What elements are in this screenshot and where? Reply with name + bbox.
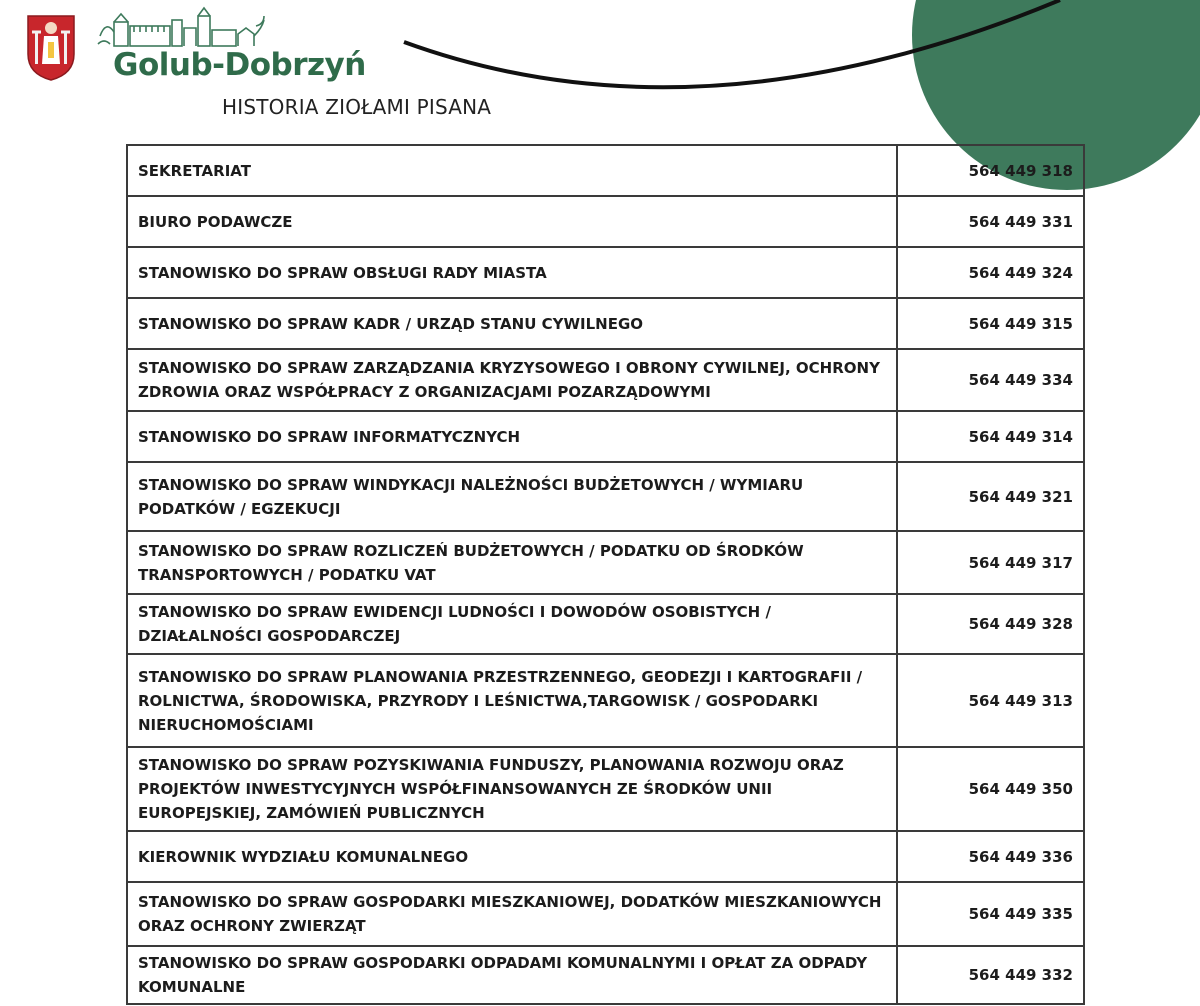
table-row (127, 594, 1084, 654)
department-cell: STANOWISKO DO SPRAW EWIDENCJI LUDNOŚCI I DOWODÓW OSOBISTYCH / DZIAŁALNOŚCI GOSPODARCZEJ (127, 594, 897, 654)
department-cell: STANOWISKO DO SPRAW PLANOWANIA PRZESTRZENNEGO, GEODEZJI I KARTOGRAFII / ROLNICTWA, ŚRODOWISKA, PRZYRODY I LEŚNICTWA,TARGOWISK / GOSPODARKI NIERUCHOMOŚCIAMI (127, 654, 897, 747)
department-cell: STANOWISKO DO SPRAW OBSŁUGI RADY MIASTA (127, 247, 897, 298)
phone-cell: 564 449 336 (897, 831, 1084, 882)
phone-cell: 564 449 331 (897, 196, 1084, 247)
phone-cell: 564 449 315 (897, 298, 1084, 349)
department-cell: STANOWISKO DO SPRAW INFORMATYCZNYCH (127, 411, 897, 462)
department-cell: SEKRETARIAT (127, 145, 897, 196)
phone-cell: 564 449 328 (897, 594, 1084, 654)
table-row (127, 831, 1084, 882)
table-row (127, 462, 1084, 531)
department-cell: STANOWISKO DO SPRAW GOSPODARKI ODPADAMI KOMUNALNYMI I OPŁAT ZA ODPADY KOMUNALNE (127, 946, 897, 1004)
brand-tagline: HISTORIA ZIOŁAMI PISANA (222, 95, 492, 119)
department-cell: STANOWISKO DO SPRAW KADR / URZĄD STANU CYWILNEGO (127, 298, 897, 349)
phone-cell: 564 449 317 (897, 531, 1084, 594)
table-row (127, 298, 1084, 349)
phone-cell: 564 449 335 (897, 882, 1084, 946)
department-cell: STANOWISKO DO SPRAW POZYSKIWANIA FUNDUSZY, PLANOWANIA ROZWOJU ORAZ PROJEKTÓW INWESTYCYJNYCH WSPÓŁFINANSOWANYCH ZE ŚRODKÓW UNII EUROPEJSKIEJ, ZAMÓWIEŃ PUBLICZNYCH (127, 747, 897, 831)
table-row (127, 196, 1084, 247)
table-row (127, 411, 1084, 462)
phone-cell: 564 449 332 (897, 946, 1084, 1004)
phone-cell: 564 449 350 (897, 747, 1084, 831)
phone-cell: 564 449 321 (897, 462, 1084, 531)
phone-cell: 564 449 313 (897, 654, 1084, 747)
table-row (127, 531, 1084, 594)
department-cell: STANOWISKO DO SPRAW ROZLICZEŃ BUDŻETOWYCH / PODATKU OD ŚRODKÓW TRANSPORTOWYCH / PODATKU VAT (127, 531, 897, 594)
table-row (127, 747, 1084, 831)
phone-cell: 564 449 318 (897, 145, 1084, 196)
table-row (127, 145, 1084, 196)
brand-name: Golub-Dobrzyń (113, 47, 366, 83)
table-row (127, 882, 1084, 946)
contact-table (126, 144, 1085, 1005)
table-row (127, 946, 1084, 1004)
department-cell: STANOWISKO DO SPRAW GOSPODARKI MIESZKANIOWEJ, DODATKÓW MIESZKANIOWYCH ORAZ OCHRONY ZWIERZĄT (127, 882, 897, 946)
table-row (127, 247, 1084, 298)
phone-cell: 564 449 334 (897, 349, 1084, 411)
phone-cell: 564 449 324 (897, 247, 1084, 298)
department-cell: KIEROWNIK WYDZIAŁU KOMUNALNEGO (127, 831, 897, 882)
phone-cell: 564 449 314 (897, 411, 1084, 462)
table-row (127, 654, 1084, 747)
department-cell: STANOWISKO DO SPRAW ZARZĄDZANIA KRYZYSOWEGO I OBRONY CYWILNEJ, OCHRONY ZDROWIA ORAZ WSPÓŁPRACY Z ORGANIZACJAMI POZARZĄDOWYMI (127, 349, 897, 411)
department-cell: STANOWISKO DO SPRAW WINDYKACJI NALEŻNOŚCI BUDŻETOWYCH / WYMIARU PODATKÓW / EGZEKUCJI (127, 462, 897, 531)
department-cell: BIURO PODAWCZE (127, 196, 897, 247)
coat-of-arms-icon (26, 14, 76, 82)
table-row (127, 349, 1084, 411)
